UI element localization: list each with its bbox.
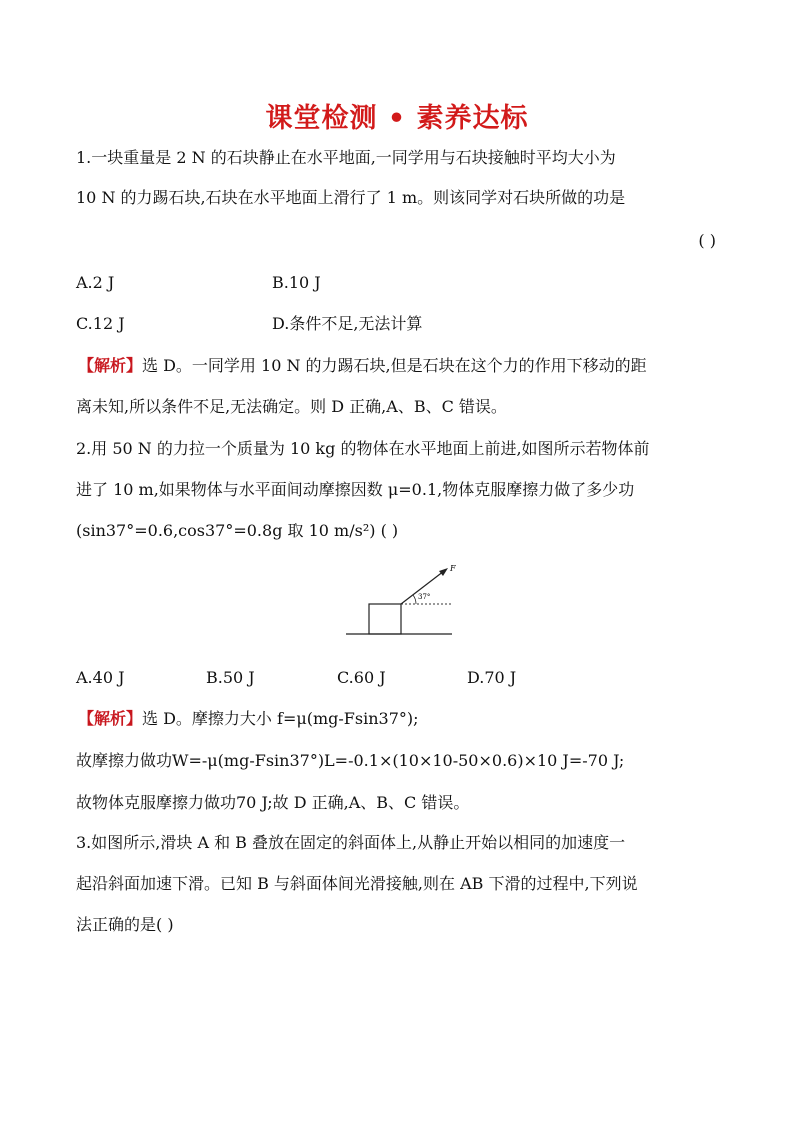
q2-analysis-line2: 故摩擦力做功W=-μ(mg-Fsin37°)L=-0.1×(10×10-50×0.6)×10 J=-70 J; <box>76 751 625 770</box>
force-arrowhead <box>439 568 448 576</box>
q2-figure-block-diagram <box>340 560 470 640</box>
q3-stem-line2: 起沿斜面加速下滑。已知 B 与斜面体间光滑接触,则在 AB 下滑的过程中,下列说 <box>76 874 638 893</box>
q2-stem-line1: 2.用 50 N 的力拉一个质量为 10 kg 的物体在水平地面上前进,如图所示若物体前 <box>76 439 650 458</box>
page-title: 课堂检测 • 素养达标 <box>265 103 529 134</box>
block <box>369 604 401 634</box>
q2-option-d: D.70 J <box>467 668 517 687</box>
force-label: F <box>450 564 456 573</box>
q1-analysis-text: 选 D。一同学用 10 N 的力踢石块,但是石块在这个力的作用下移动的距 <box>142 356 647 375</box>
q3-stem-line3: 法正确的是( ) <box>76 915 174 934</box>
q1-option-d: D.条件不足,无法计算 <box>272 314 423 333</box>
analysis-tag: 【解析】 <box>78 709 143 728</box>
q1-option-c: C.12 J <box>76 314 125 333</box>
q1-option-b: B.10 J <box>272 273 321 292</box>
q2-stem-line2: 进了 10 m,如果物体与水平面间动摩擦因数 μ=0.1,物体克服摩擦力做了多少功 <box>76 480 635 499</box>
analysis-tag: 【解析】 <box>78 356 143 375</box>
q1-answer-bracket: ( ) <box>698 231 716 250</box>
q1-option-a: A.2 J <box>76 273 115 292</box>
angle-label: 37° <box>418 593 431 601</box>
q1-analysis-line2: 离未知,所以条件不足,无法确定。则 D 正确,A、B、C 错误。 <box>76 397 507 416</box>
q2-option-c: C.60 J <box>337 668 386 687</box>
q3-stem-line1: 3.如图所示,滑块 A 和 B 叠放在固定的斜面体上,从静止开始以相同的加速度一 <box>76 833 626 852</box>
q1-analysis-line1 <box>78 356 647 376</box>
q2-stem-line3: (sin37°=0.6,cos37°=0.8g 取 10 m/s²) ( ) <box>76 521 399 540</box>
q2-option-b: B.50 J <box>206 668 255 687</box>
q2-option-a: A.40 J <box>76 668 125 687</box>
q1-stem-line1: 1.一块重量是 2 N 的石块静止在水平地面,一同学用与石块接触时平均大小为 <box>76 148 616 167</box>
q1-stem-line2: 10 N 的力踢石块,石块在水平地面上滑行了 1 m。则该同学对石块所做的功是 <box>76 188 626 207</box>
angle-arc <box>413 595 416 604</box>
q2-analysis-line1 <box>78 709 419 729</box>
q2-analysis-text: 选 D。摩擦力大小 f=μ(mg-Fsin37°); <box>142 709 419 728</box>
q2-analysis-line3: 故物体克服摩擦力做功70 J;故 D 正确,A、B、C 错误。 <box>76 793 470 812</box>
